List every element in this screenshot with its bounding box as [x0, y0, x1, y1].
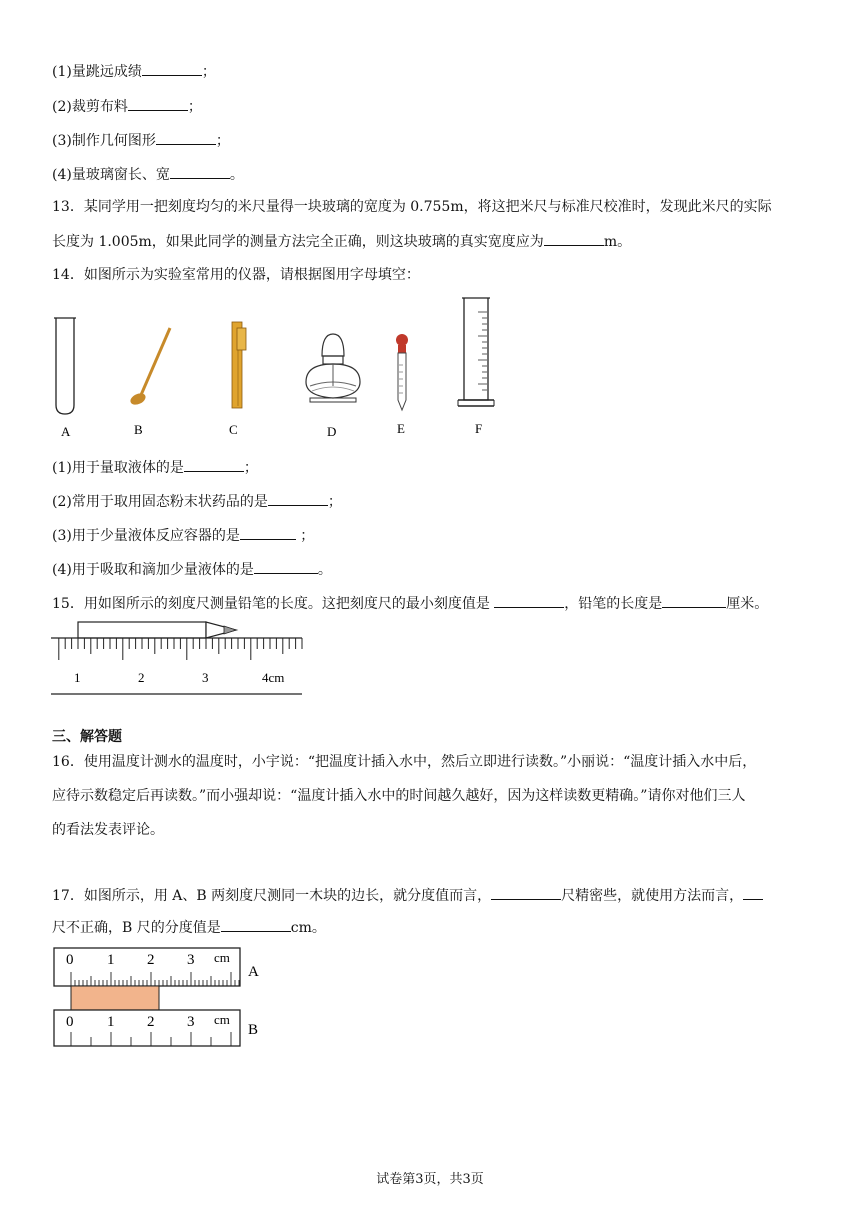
q12-item-3-text: (3)制作几何图形	[52, 133, 156, 149]
ruler-label-1: 1	[74, 670, 81, 685]
ruler-b-name: B	[248, 1022, 259, 1038]
q14-item-4-text: (4)用于吸取和滴加少量液体的是	[52, 562, 254, 578]
answer-blank[interactable]	[743, 884, 763, 900]
q13-line-1: 13．某同学用一把刻度均匀的米尺量得一块玻璃的宽度为 0.755m，将这把米尺与标准尺校准时，发现此米尺的实际	[52, 199, 772, 215]
q12-item-3	[52, 129, 230, 151]
lab-apparatus-figure	[40, 290, 520, 445]
answer-blank[interactable]	[156, 129, 216, 145]
ruler-label-4cm: 4cm	[262, 670, 285, 685]
q15-text-c: 厘米。	[726, 596, 769, 612]
q17-line-2	[52, 916, 326, 938]
wood-block	[71, 986, 159, 1010]
q12-item-4	[52, 163, 244, 185]
two-rulers-figure	[50, 944, 280, 1050]
ruler-b-label-1: 1	[107, 1014, 115, 1030]
q12-item-4-text: (4)量玻璃窗长、宽	[52, 167, 170, 183]
spoon-icon	[129, 328, 170, 407]
answer-blank[interactable]	[170, 163, 230, 179]
q12-item-1-text: (1)量跳远成绩	[52, 64, 142, 80]
label-d: D	[327, 424, 337, 439]
answer-blank[interactable]	[662, 592, 726, 608]
ruler-a-name: A	[248, 964, 259, 980]
q14-item-1-text: (1)用于量取液体的是	[52, 460, 184, 476]
q13-unit: m。	[603, 234, 632, 250]
punctuation: ；	[295, 528, 315, 544]
answer-blank[interactable]	[491, 884, 561, 900]
label-b: B	[134, 422, 143, 437]
q14-item-3-text: (3)用于少量液体反应容器的是	[52, 528, 240, 544]
ruler-b-label-2: 2	[147, 1014, 155, 1030]
q15-text-b: ，铅笔的长度是	[564, 596, 663, 612]
punctuation: ；	[187, 99, 202, 115]
answer-blank[interactable]	[128, 95, 188, 111]
ruler	[51, 638, 302, 694]
label-e: E	[397, 421, 405, 436]
q17-text-b: 尺精密些，就使用方法而言，	[561, 888, 744, 904]
q17-text-c: 尺不正确，B 尺的分度值是	[52, 920, 221, 936]
ruler-a-label-1: 1	[107, 952, 115, 968]
q16-line-3: 的看法发表评论。	[52, 822, 164, 838]
answer-blank[interactable]	[268, 490, 328, 506]
ruler-b	[54, 1010, 240, 1046]
answer-blank[interactable]	[184, 456, 244, 472]
answer-blank[interactable]	[221, 916, 291, 932]
answer-blank[interactable]	[494, 592, 564, 608]
ruler-a	[54, 948, 240, 986]
punctuation: ；	[215, 133, 230, 149]
graduated-cylinder-icon	[458, 298, 494, 406]
q14-item-2-text: (2)常用于取用固态粉末状药品的是	[52, 494, 268, 510]
q14-item-3	[52, 524, 314, 546]
ruler-label-2: 2	[138, 670, 145, 685]
punctuation: ；	[327, 494, 342, 510]
q17-line-1	[52, 884, 763, 906]
test-tube-icon	[54, 318, 76, 414]
q17-text-a: 17．如图所示，用 A、B 两刻度尺测同一木块的边长，就分度值而言，	[52, 888, 492, 904]
ruler-b-unit: cm	[214, 1012, 230, 1027]
page-footer: 试卷第3页，共3页	[376, 1172, 484, 1187]
q15-text	[52, 592, 768, 614]
q13-line-2	[52, 230, 631, 252]
answer-blank[interactable]	[142, 60, 202, 76]
q14-item-4	[52, 558, 332, 580]
ruler-a-label-2: 2	[147, 952, 155, 968]
q15-text-a: 15．用如图所示的刻度尺测量铅笔的长度。这把刻度尺的最小刻度值是	[52, 596, 495, 612]
q12-item-1	[52, 60, 216, 82]
q14-item-2	[52, 490, 342, 512]
ruler-b-label-0: 0	[66, 1014, 74, 1030]
label-a: A	[61, 424, 71, 439]
pencil-icon	[78, 622, 236, 638]
answer-blank[interactable]	[254, 558, 318, 574]
ruler-label-3: 3	[202, 670, 209, 685]
punctuation: ；	[201, 64, 216, 80]
tube-holder-icon	[232, 322, 246, 408]
section-title: 三、解答题	[52, 729, 122, 745]
q14-item-1	[52, 456, 258, 478]
q16-line-1: 16．使用温度计测水的温度时，小宇说：“把温度计插入水中，然后立即进行读数。”小丽说：“温度计插入水中后，	[52, 754, 757, 770]
answer-blank[interactable]	[544, 230, 604, 246]
alcohol-lamp-icon	[306, 334, 360, 402]
ruler-a-label-0: 0	[66, 952, 74, 968]
q13-line-2-text: 长度为 1.005m，如果此同学的测量方法完全正确，则这块玻璃的真实宽度应为	[52, 234, 544, 250]
answer-blank[interactable]	[240, 524, 296, 540]
q12-item-2-text: (2)裁剪布料	[52, 99, 128, 115]
punctuation: ；	[243, 460, 258, 476]
punctuation: 。	[229, 167, 244, 183]
dropper-icon	[396, 334, 408, 410]
ruler-b-label-3: 3	[187, 1014, 195, 1030]
pencil-ruler-figure	[48, 618, 308, 698]
ruler-a-unit: cm	[214, 950, 230, 965]
ruler-a-label-3: 3	[187, 952, 195, 968]
punctuation: 。	[317, 562, 332, 578]
q17-unit: cm。	[290, 920, 326, 936]
label-f: F	[475, 421, 483, 436]
q12-item-2	[52, 95, 202, 117]
label-c: C	[229, 422, 238, 437]
q14-stem: 14．如图所示为实验室常用的仪器，请根据图用字母填空：	[52, 267, 420, 283]
q16-line-2: 应待示数稳定后再读数。”而小强却说：“温度计插入水中的时间越久越好，因为这样读数更精确。”请你对他们三人	[52, 788, 746, 804]
